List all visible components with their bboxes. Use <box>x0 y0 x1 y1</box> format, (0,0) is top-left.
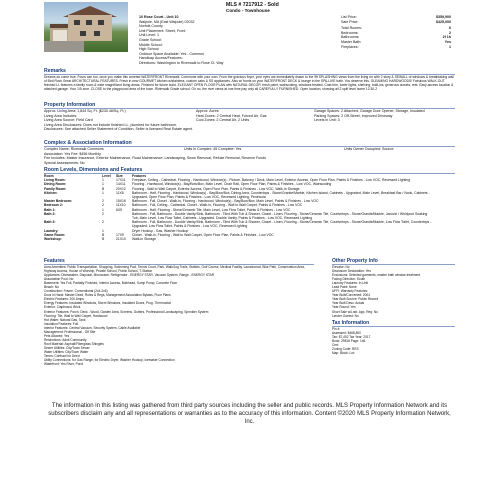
rooms-heading: Room Levels, Dimensions and Features <box>44 167 455 174</box>
room-level: 1 <box>102 182 104 187</box>
features-heading: Features <box>44 258 314 265</box>
price-label: Bathrooms: <box>341 35 360 40</box>
room-name: Bedroom 2: <box>44 203 63 208</box>
table-row <box>44 237 434 241</box>
address-block <box>139 15 249 66</box>
feature-line: Exterior: Clapboard, Brick <box>44 305 81 310</box>
address-line: High School: <box>139 47 160 52</box>
other-line: Short Sale w/Lndr. App. Req: No <box>332 309 378 314</box>
property-info-line: Heat Zones: 2 Central Heat, Forced Air, Gas <box>196 113 267 118</box>
tax-line: Book: 29818 Page: 146 <box>332 338 366 343</box>
room-level: 2 <box>102 211 104 216</box>
property-info-line: Disclosures: See attached Seller Statement of Condition, Seller is licensed Real Estate agent. <box>44 127 194 132</box>
remarks-text: Dreams do come true. Fours can too, once you make this coveted WATERFRONT Riverwalk. Commune with your own. From the gracious foyer, your eyes are immediately drawn to the 9ft SPLASHING views from the living rm with 2 story & SEWALL of windows & breathtaking wall of Bird Rock Great ARCHITECTURAL FEATURES. Fresh in new GOURMET kitchen w/stainless, custom cabs & SS appliances. Also w/ fronts on your WATERFRONT DECK & lounge in the SPA-LIKE bath. You deserve this. GLEAMING HARDWOODS! Fabulous WALK-OUT finished LL features a family room & wide magnificent living areas. Finished for future build. ELEGANT OPEN FLOOR PLAN with NATURAL DECOR, fresh paint, wainscoting, windows treated, Crab trim, lower lights, shelving, built-ins, generous closets, rest. Easy-access location & attached garage. Your 1/5 acre. CLOSE to the playground area of the town. Riverwalk Grade school. Oh no, the river views at one time pay only all CAREFULLY FURNISHED. Open location, showing all 2 split level home 12:30-2 <box>44 75 454 92</box>
price-value: Yes <box>444 39 451 44</box>
room-features: Walk-in Storage <box>132 237 156 242</box>
price-value: 6 <box>449 26 451 31</box>
room-size: 14X11 <box>116 182 126 187</box>
feature-line: Area Amenities: Public Transportation, Shopping, Swimming Pool, Tennis Court, Park, Walk/Jog Trails, Stables, Golf Course, Medical Facility, Laundromat, Bike Path, Conservation Area, Highway Access, House of Worship, Private School, Public School, T-Station <box>44 265 305 274</box>
other-line: Year Built/Converted: 2004 <box>332 293 370 298</box>
room-size: 11X8 <box>116 190 124 195</box>
room-features: Bathroom - Full, Bathroom - Double Vanity/Sink, Bathroom - Tiled With Tub & Shower, Closet - Linen, Flooring - Stone/Ceramic Tile, Countertops - Stone/Granite/Marble, Jacuzzi / Whirlpool Soaking Tub, Main Level, Low Flow Toilet, Cabinets - Upgraded, Double Vanity, Paints & Finishes - Low VOC, Recessed Lighting <box>132 211 428 221</box>
other-line: Exclusions: Selected garments, master bath window treatment. <box>332 273 421 278</box>
room-level: B <box>102 237 105 242</box>
room-level: B <box>102 232 105 237</box>
feature-line: Interior Features: Central Vacuum, Security System, Cable Available <box>44 325 141 330</box>
price-label: Bedrooms: <box>341 30 359 35</box>
property-info-line: Cool Zones: 2 Central Air, 2 Units <box>196 118 250 123</box>
room-level: 2 <box>102 203 104 208</box>
price-value: $425,000 <box>436 19 451 24</box>
room-size <box>116 212 132 220</box>
room-level: 1 <box>102 178 104 183</box>
room-name: Laundry: <box>44 228 59 233</box>
room-features: Bathroom - Full, Ceiling - Cathedral, Closet - Walk-in, Flooring - Wall to Wall Carpet, Paints & Finishes - Low VOC <box>132 203 303 208</box>
room-features: Bathroom - Half, Flooring - Stone/Ceramic Tile, Main Level, Low Flow Toilet, Paints & Finishes - Low VOC <box>132 207 291 212</box>
room-size: 20X12 <box>116 186 126 191</box>
price-label: Total Rooms: <box>341 26 362 31</box>
property-info-line: Approx. Acres: <box>196 109 220 113</box>
feature-line: Waterfront: Yes River, Pond <box>44 362 84 367</box>
property-info-line: Levels in Unit: 3 <box>314 118 340 123</box>
room-features: Flooring - Wall to Wall Carpet, Exterior Access, Open Floor Plan, Paints & Finishes - Low VOC, Walk-In Storage <box>132 186 300 191</box>
complex-line: Fee Includes: Master Insurance, Exterior Maintenance, Road Maintenance, Landscaping, Snow Removal, Refuse Removal, Reserve Funds <box>44 156 266 161</box>
feature-line: Docs in Hand: Master Deed, Rules & Regs, Management Association Bylaws, Floor Plans <box>44 293 171 298</box>
tax-line: Cert: <box>332 342 339 347</box>
feature-line: Basement: Yes Full, Partially Finished, Interior Access, Bulkhead, Sump Pump, Concrete Floor <box>44 281 178 286</box>
room-features: Dryer Hookup - Gas, Washer Hookup <box>132 228 189 233</box>
disclaimer-text: The information in this listing was gathered from third party sources including the seller and public records. MLS Property Information Network and its subscribers disclaim any and all representations or warranties as to the accuracy of this information. Content ©2020 MLS Property Information Network, Inc. <box>48 403 451 425</box>
address-line: Unit Level: 1 <box>139 33 159 38</box>
feature-line: Roof Material: Asphalt/Fiberglass Shingles <box>44 341 104 346</box>
other-line: Laundry Features: In Unit <box>332 281 368 286</box>
other-line: Year Built Source: Public Record <box>332 297 379 302</box>
room-features: Fireplace, Ceiling - Cathedral, Flooring - Hardwood, Window(s) - Picture, Balcony / Deck, Main Level, Exterior Access, Open Floor Plan, Paints & Finishes - Low VOC, Recessed Lighting <box>132 178 410 183</box>
room-name: Family Room: <box>44 186 67 191</box>
room-features: Bathroom - Full, Closet - Walk-in, Flooring - Hardwood, Window(s) - Bay/Bow/Box, Main Level, Paints & Finishes - Low VOC <box>132 199 319 204</box>
room-level: 2 <box>102 199 104 204</box>
feature-line: Management: Professional - Off Site <box>44 329 96 334</box>
other-info-list <box>332 265 455 318</box>
room-level: B <box>102 186 105 191</box>
address-line: Outdoor Space Available: Yes - Common <box>139 51 205 56</box>
room-name: Bath 3: <box>44 220 56 225</box>
complex-heading: Complex & Association Information <box>44 140 455 147</box>
feature-line: Energy Features: Insulated Windows, Storm Windows, Insulated Doors, Prog. Thermostat <box>44 301 171 306</box>
feature-line: Association Pool: No <box>44 277 74 282</box>
price-label: Sale Price: <box>341 19 359 24</box>
other-line: Disclosure Declaration: Yes <box>332 269 371 274</box>
complex-units: Units in Complex: 45 Complete: Yes <box>184 147 242 151</box>
address-line: Unit Placement: Street, Front <box>139 28 186 33</box>
property-info-line: Living Area Disclosures: Does not include finished LL, plumbed for future bathroom. <box>44 122 177 127</box>
table-row <box>44 191 434 199</box>
room-size: 17X9 <box>116 232 124 237</box>
feature-line: Hot Water: Natural Gas, Tank <box>44 317 86 322</box>
price-label: Master Bath: <box>341 39 362 44</box>
tax-list <box>332 327 455 355</box>
other-line: Lead Paint: None <box>332 285 357 290</box>
other-line: Elevator: No <box>332 265 350 269</box>
property-info-line: Living Area Includes: <box>44 113 78 118</box>
room-size: 21X10 <box>116 237 126 242</box>
room-size: 6X5 <box>116 207 123 212</box>
tax-line: Zoning Code: RES <box>332 346 359 351</box>
property-info-line: Living Area Source: Field Card <box>44 118 93 123</box>
address-line: 10 Rose Court - Unit 10 <box>139 15 179 19</box>
room-level: 1 <box>102 228 104 233</box>
property-info-line: Garage Spaces: 2 Attached, Garage Door Opener, Storage, Insulated <box>314 109 425 113</box>
room-size: 17X11 <box>116 178 126 183</box>
tax-line: Pin #: <box>332 326 341 331</box>
room-name: Workshop: <box>44 237 62 242</box>
room-features: Bathroom - Full, Bathroom - Double Vanity/Sink, Bathroom - Tiled With Tub & Shower, Closet - Linen, Flooring - Stone/Ceramic Tile, Countertops - Stone/Granite/Marble, Low Flow Toilet, Countertops - Upgraded, Low Flow Toilet, Paints & Finishes - Low VOC, Recessed Lighting <box>132 220 432 229</box>
property-info-line: Parking Spaces: 2 Off-Street, Improved Driveway <box>314 113 393 118</box>
price-value: $359,900 <box>436 15 451 19</box>
room-name: Living Room: <box>44 178 66 183</box>
feature-line: Sewer Utilities: City/Town Sewer <box>44 345 90 350</box>
room-features: Flooring - Hardwood, Window(s) - Bay/Bow/Box, Main Level, Chair Rail, Open Floor Plan, Paints & Finishes - Low VOC, Wainscoting <box>132 182 332 187</box>
property-info-line: Approx. Living Area: 1,844 Sq. Ft. ($230.48/Sq. Ft.) <box>44 109 126 113</box>
feature-line: Appliances: Dishwasher, Disposal, Microwave, Refrigerator - ENERGY STAR, Vacuum System, Range - ENERGY STAR <box>44 273 215 278</box>
address-line: Grade School: <box>139 37 162 42</box>
feature-line: Water Utilities: City/Town Water <box>44 349 89 354</box>
room-name: Kitchen: <box>44 190 58 195</box>
room-size <box>116 220 132 228</box>
feature-line: Beach: No <box>44 285 59 290</box>
address-line: Walpole, MA (East Walpole) 02032 <box>139 19 195 24</box>
complex-owner: Units Owner Occupied: Source: <box>344 147 395 151</box>
table-row <box>44 220 434 228</box>
complex-line: Special Assessments: No <box>44 160 85 165</box>
other-line: Facing Direction: South <box>332 277 366 282</box>
room-name: Dining Room: <box>44 182 67 187</box>
feature-line: Electric Features: 200 Amps <box>44 297 84 302</box>
other-info-block <box>332 258 455 355</box>
other-line: UFFI: Warranty Features: <box>332 289 369 294</box>
price-value: 2 <box>449 30 451 35</box>
room-size: 11X10 <box>116 203 126 208</box>
tax-line: Tax: $7,492 Tax Year: 2017 <box>332 334 371 339</box>
address-line: Directions: Washington to Riverwalk to Rose Ct. Way <box>139 60 224 65</box>
feature-line: Utility Connections: for Gas Range, for Electric Dryer, Washer Hookup, Icemaker Connection <box>44 358 175 363</box>
table-row <box>44 212 434 220</box>
feature-line: Flooring: Tile, Wall to Wall Carpet, Hardwood <box>44 313 108 318</box>
features-area <box>44 258 455 388</box>
room-level: 1 <box>102 207 104 212</box>
feature-line: Exterior Features: Porch, Deck - Wood, Garden Area, Screens, Gutters, Professional Landscaping, Sprinkler System <box>44 309 209 314</box>
tax-line: Assessed: $468,800 <box>332 330 361 335</box>
address-line: Middle School: <box>139 42 163 47</box>
rooms-table <box>44 174 455 258</box>
price-label: Fireplaces: <box>341 44 359 49</box>
feature-line: Terms: Contract for Deed <box>44 354 80 359</box>
complex-line: Complex Name: Riverwalk Commons <box>44 147 104 151</box>
rooms-col-header: Size <box>116 174 123 178</box>
address-line: Norfolk County <box>139 24 163 29</box>
room-name: Bath 1: <box>44 207 56 212</box>
complex-info <box>44 147 455 166</box>
room-size: 15X16 <box>116 199 126 204</box>
feature-line: Insulation Features: Full <box>44 321 79 326</box>
other-line: Year Built Desc: Actual <box>332 301 365 306</box>
features-block <box>44 258 314 366</box>
room-level: 1 <box>102 190 104 195</box>
other-line: Lender Owned: No <box>332 313 359 318</box>
room-level: 2 <box>102 220 104 225</box>
price-value: 1 <box>449 44 451 49</box>
price-value: 2f 1h <box>442 35 451 40</box>
room-features: Closet - Walk-in, Flooring - Wall to Wall Carpet, Open Floor Plan, Paints & Finishes - Low VOC <box>132 232 274 237</box>
rooms-col-header: Room <box>44 174 54 178</box>
listing-sheet <box>44 2 455 388</box>
price-block <box>341 15 451 49</box>
feature-line: Pets Allowed: Yes <box>44 333 70 338</box>
listing-title: MLS # 7217912 - Sold <box>226 2 279 8</box>
address-line: Handicap Access/Features: <box>139 56 183 61</box>
rooms-col-header: Features <box>132 174 147 178</box>
feature-line: Restrictions: Adult Community <box>44 337 87 342</box>
room-name: Bath 2: <box>44 211 56 216</box>
room-name: Master Bedroom: <box>44 199 72 204</box>
listing-type: Condo - Townhouse <box>226 8 270 13</box>
property-info <box>44 109 455 139</box>
property-info-heading: Property Information <box>44 102 455 109</box>
room-name: Game Room: <box>44 232 66 237</box>
feature-line: Construction: Frame, Conventional (2x4-2x6) <box>44 289 108 294</box>
property-photo <box>44 2 128 52</box>
other-line: Year Round: Yes <box>332 305 356 310</box>
tax-line: Map: Block: Lot: <box>332 350 355 355</box>
features-list <box>44 265 314 366</box>
rooms-col-header: Level <box>102 174 111 178</box>
tax-heading: Tax Information <box>332 320 455 327</box>
complex-line: Association: Yes Fee: $456 Monthly <box>44 151 101 156</box>
price-label: List Price: <box>341 15 357 19</box>
other-info-heading: Other Property Info <box>332 258 455 265</box>
remarks-heading: Remarks <box>44 68 455 75</box>
room-features: Bathroom - Half, Flooring - Hardwood, Window(s) - Bay/Bow/Box, Dining Area, Countertops - Stone/Granite/Marble, Kitchen Island, Cabinets - Upgraded, Main Level, Breakfast Bar / Nook, Cabinets - Upgraded, Open Floor Plan, Paints & Finishes - Low VOC, Recessed Lighting, Peninsula <box>132 190 430 200</box>
